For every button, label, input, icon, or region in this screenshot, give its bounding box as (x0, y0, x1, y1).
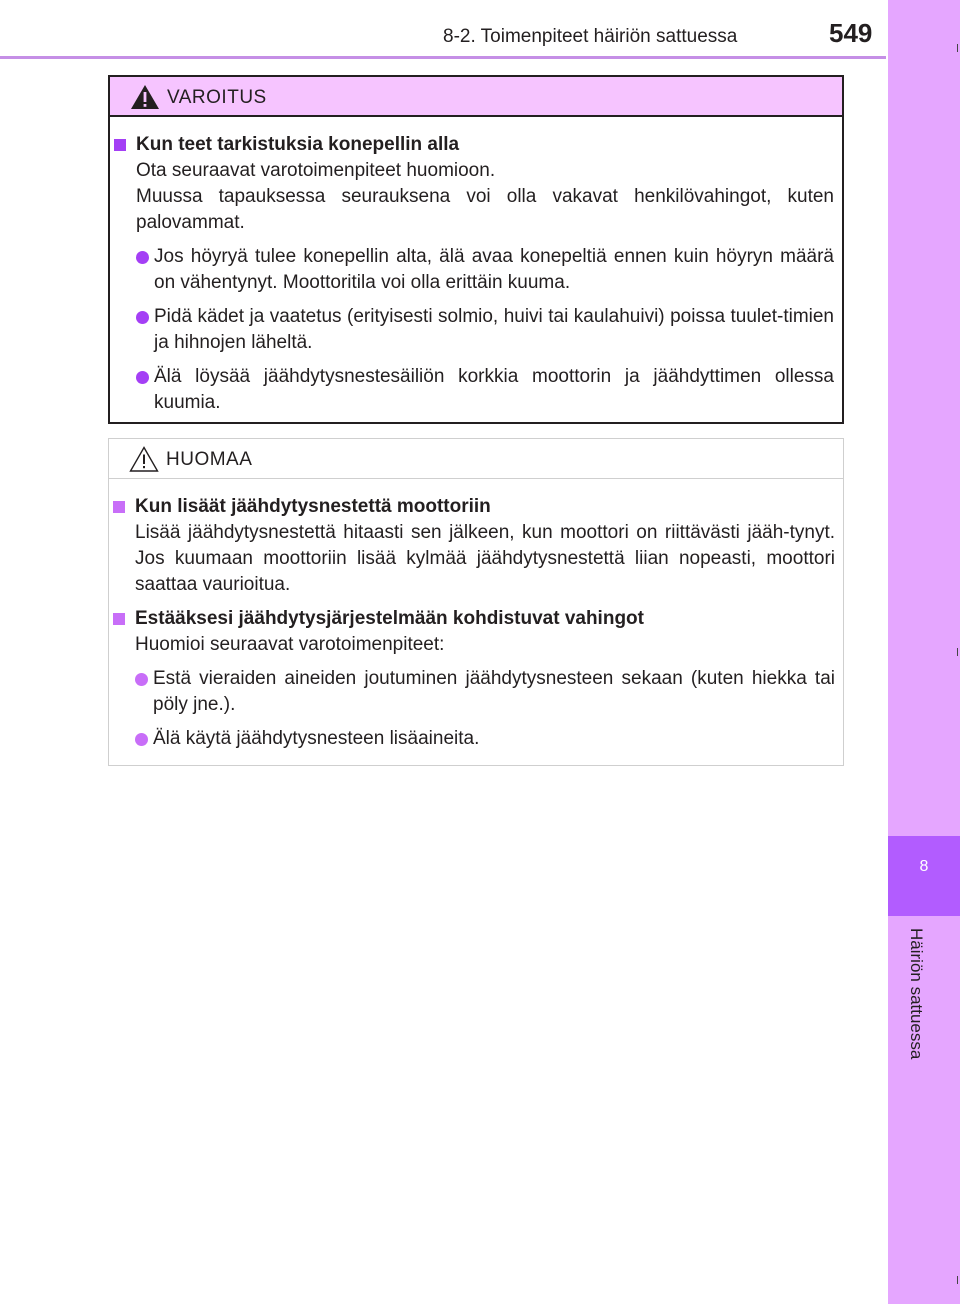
sidebar-background (888, 0, 960, 1304)
list-item (133, 666, 835, 718)
notice-title: HUOMAA (166, 449, 253, 470)
round-bullet-icon (136, 251, 149, 264)
notice-paragraph-2: Huomioi seuraavat varotoimenpiteet: (135, 634, 445, 655)
list-item-text: Estä vieraiden aineiden joutuminen jäähdytysnesteen sekaan (kuten hiekka tai pöly jne.). (153, 668, 835, 715)
list-item-text: Älä löysää jäähdytysnestesäiliön korkkia moottorin ja jäähdyttimen ollessa kuumia. (154, 366, 834, 413)
notice-heading-text: Estääksesi jäähdytysjärjestelmään kohdistuvat vahingot (135, 608, 644, 629)
warning-intro-1: Ota seuraavat varotoimenpiteet huomioon. (136, 160, 496, 181)
warning-intro-2: Muussa tapauksessa seurauksena voi olla vakavat henkilövahingot, kuten palovammat. (136, 186, 834, 233)
crop-mark (957, 44, 958, 52)
square-bullet-icon (114, 139, 126, 151)
square-bullet-icon (113, 613, 125, 625)
list-item (134, 244, 834, 296)
chapter-label: Häiriön sattuessa (907, 928, 926, 1060)
round-bullet-icon (135, 733, 148, 746)
chapter-tab (888, 836, 960, 916)
notice-content (109, 479, 843, 752)
crop-mark (957, 648, 958, 656)
page-number: 549 (829, 18, 873, 48)
crop-mark (957, 1276, 958, 1284)
warning-box (108, 75, 844, 424)
warning-title: VAROITUS (167, 87, 267, 108)
section-title: 8-2. Toimenpiteet häiriön sattuessa (443, 26, 738, 47)
list-item-text: Älä käytä jäähdytysnesteen lisäaineita. (153, 728, 480, 749)
list-item-text: Jos höyryä tulee konepellin alta, älä avaa konepeltiä ennen kuin höyryn määrä on vähentynyt. Moottoritila voi olla erittäin kuuma. (154, 246, 834, 293)
warning-content (110, 117, 842, 416)
list-item (134, 304, 834, 356)
round-bullet-icon (136, 371, 149, 384)
notice-header (109, 439, 843, 479)
notice-paragraph-1: Lisää jäähdytysnestettä hitaasti sen jälkeen, kun moottori on riittävästi jääh-tynyt. Jos kuumaan moottoriin lisää kylmää jäähdytysnestettä liian nopeasti, moottori saattaa vaurioitua. (135, 522, 835, 595)
list-item-text: Pidä kädet ja vaatetus (erityisesti solmio, huivi tai kaulahuivi) poissa tuulet-timien ja hihnojen läheltä. (154, 306, 834, 353)
round-bullet-icon (136, 311, 149, 324)
notice-heading-1 (133, 494, 835, 520)
header-rule (0, 56, 886, 59)
warning-triangle-icon (130, 84, 160, 110)
caution-triangle-icon (129, 446, 159, 472)
notice-box (108, 438, 844, 766)
notice-heading-text: Kun lisäät jäähdytysnestettä moottoriin (135, 496, 491, 517)
warning-heading (134, 132, 834, 158)
square-bullet-icon (113, 501, 125, 513)
notice-heading-2 (133, 606, 835, 632)
list-item (133, 726, 835, 752)
round-bullet-icon (135, 673, 148, 686)
chapter-number: 8 (919, 858, 929, 875)
warning-header (110, 77, 842, 117)
warning-heading-text: Kun teet tarkistuksia konepellin alla (136, 134, 460, 155)
list-item (134, 364, 834, 416)
